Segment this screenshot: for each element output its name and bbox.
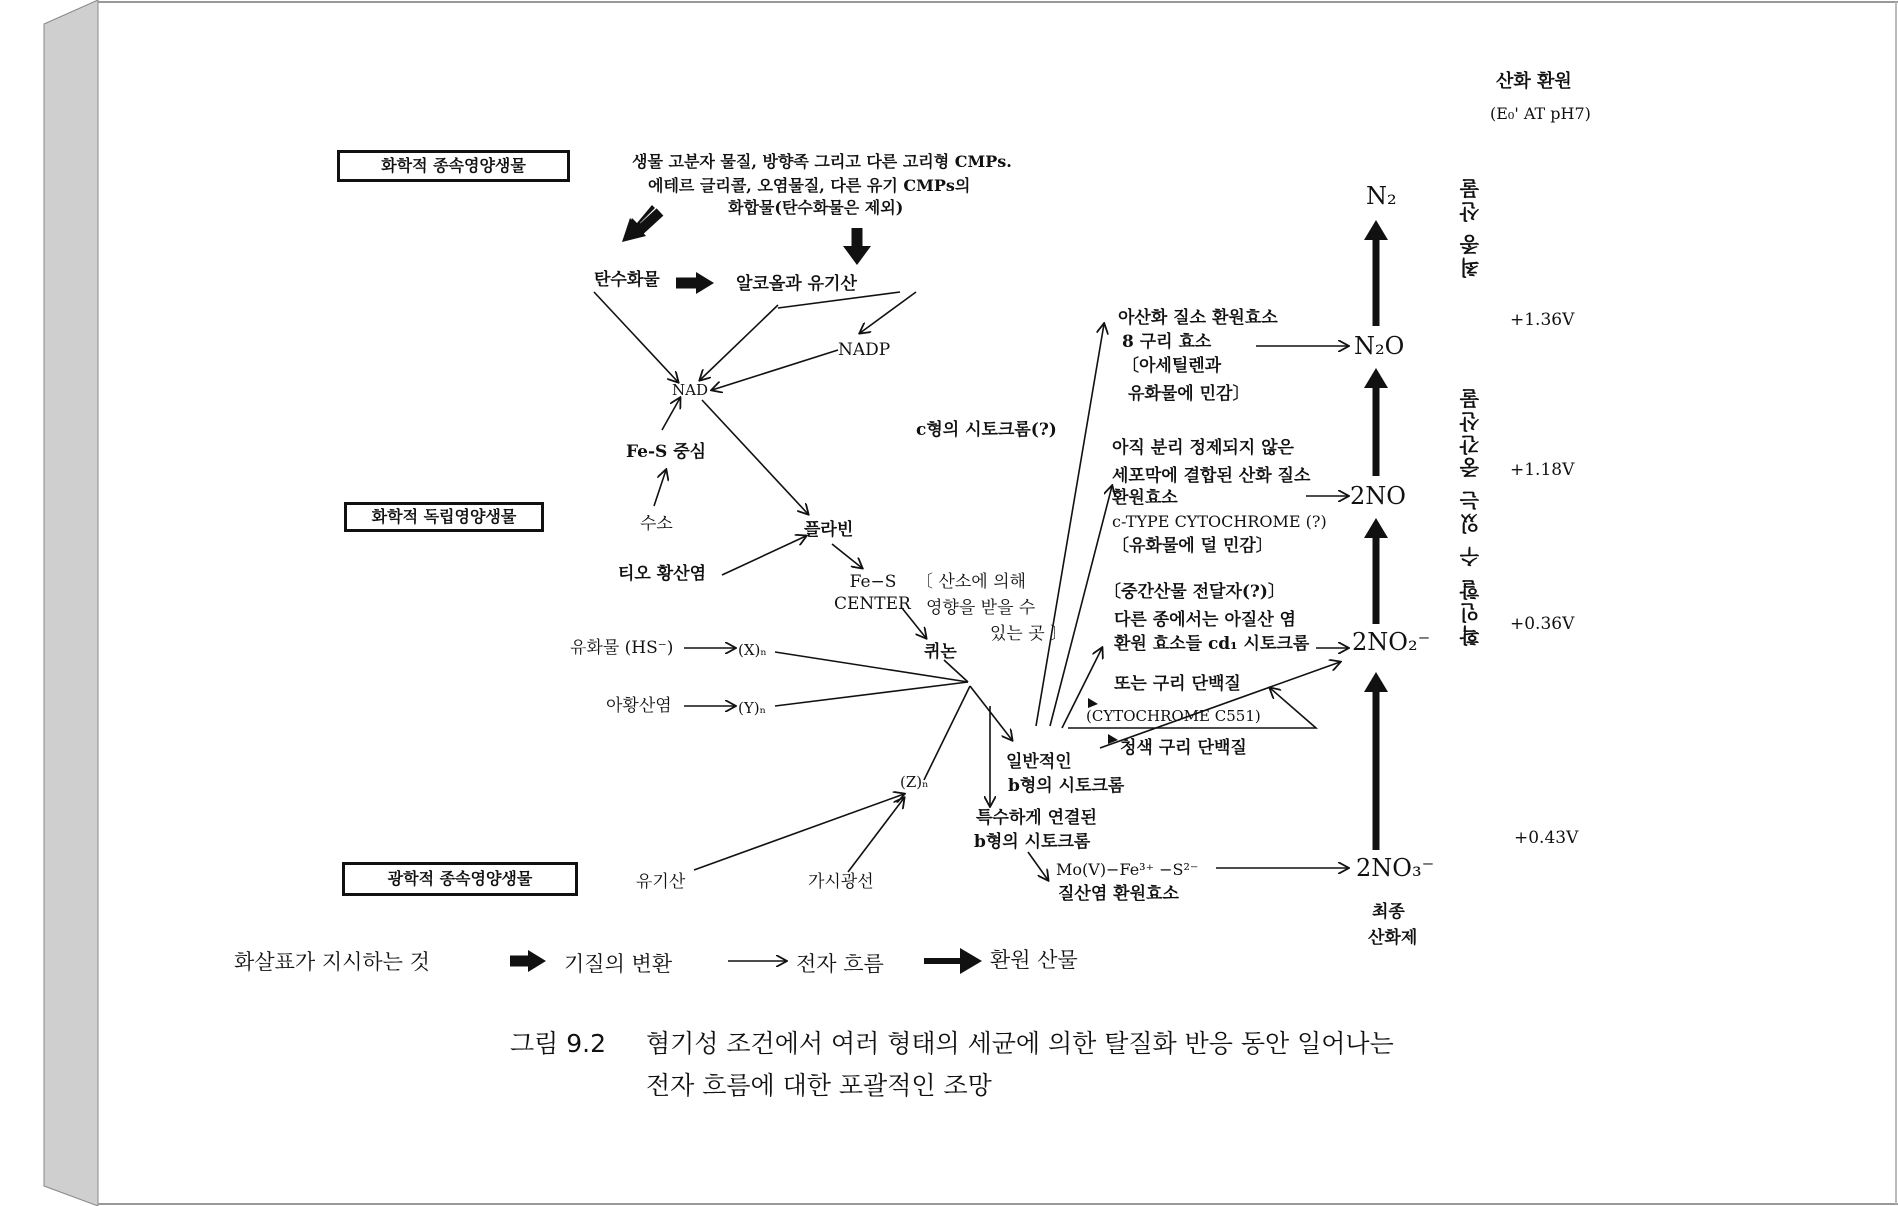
- enzyme-c-cytochrome: c형의 시토크롬(?): [916, 420, 1057, 440]
- product-head-n2: [1364, 220, 1388, 240]
- substrate-top-line2: 에테르 글리콜, 오염물질, 다른 유기 CMPs의: [648, 176, 971, 195]
- caption-line-1: 혐기성 조건에서 여러 형태의 세균에 의한 탈질화 반응 동안 일어나는: [646, 1029, 1394, 1058]
- legend-title: 화살표가 지시하는 것: [234, 950, 430, 974]
- legend-arrow-product-head: [960, 948, 982, 974]
- final-oxidant-2: 산화제: [1368, 928, 1418, 948]
- node-sulfite: 아황산염: [606, 696, 672, 716]
- node-flavin: 플라빈: [804, 520, 854, 540]
- group-photo-hetero: 광학적 종속영양생물: [342, 862, 578, 896]
- legend-item-product: 환원 산물: [990, 948, 1078, 972]
- flow-alcohol-nad: [700, 305, 778, 380]
- product-n2o: N₂O: [1354, 332, 1405, 360]
- flow-nadp-nad: [712, 350, 838, 390]
- node-alcohol-acid: 알코올과 유기산: [736, 274, 857, 294]
- product-no2: 2NO₂⁻: [1352, 628, 1431, 656]
- flow-junction-bcyt: [970, 686, 1012, 740]
- enzyme-no-red-4: c-TYPE CYTOCHROME (?): [1112, 512, 1327, 531]
- enzyme-n2o-red-1: 아산화 질소 환원효소: [1118, 308, 1278, 328]
- node-carbohydrate: 탄수화물: [594, 270, 660, 290]
- enzyme-no-red-2: 세포막에 결합된 산화 질소: [1112, 466, 1311, 486]
- product-n2: N₂: [1366, 182, 1397, 210]
- flow-organic-z: [694, 794, 904, 870]
- carb-to-alcohol-head: [696, 272, 714, 294]
- node-visible-light: 가시광선: [808, 872, 874, 892]
- enzyme-nar-2: 질산염 환원효소: [1058, 884, 1179, 904]
- node-quinone: 퀴논: [924, 642, 957, 662]
- node-fes-center-ko: Fe-S 중심: [626, 442, 707, 462]
- node-nadp: NADP: [838, 340, 891, 360]
- flow-flavin-fes: [832, 544, 862, 568]
- product-no: 2NO: [1350, 482, 1406, 510]
- node-hydrogen: 수소: [640, 514, 673, 534]
- o2-note-2: 영향을 받을 수: [926, 598, 1036, 618]
- vertical-final-product: 최종 산물: [1459, 176, 1483, 278]
- flow-carb-nad: [594, 292, 678, 382]
- substrate-arrow-down-head: [843, 246, 871, 265]
- enzyme-n2o-red-2: 8 구리 효소: [1122, 332, 1212, 352]
- enzyme-blue-copper: 청색 구리 단백질: [1120, 738, 1247, 758]
- final-oxidant-1: 최종: [1372, 902, 1405, 922]
- enzyme-cyt551: (CYTOCHROME C551): [1086, 707, 1261, 725]
- enzyme-nir-4: 또는 구리 단백질: [1114, 674, 1241, 694]
- potential-4: +0.43V: [1514, 828, 1579, 848]
- potential-3: +0.36V: [1510, 614, 1575, 634]
- caption-label: 그림 9.2: [510, 1029, 607, 1058]
- enzyme-no-red-3: 환원효소: [1112, 488, 1178, 508]
- flow-bcyt-nar: [1028, 852, 1048, 880]
- node-fes-1: Fe−S: [849, 572, 897, 592]
- node-thiosulfate: 티오 황산염: [618, 564, 707, 584]
- flow-branch-nadp: [860, 292, 916, 333]
- potential-2: +1.18V: [1510, 460, 1575, 480]
- enzyme-nir-1: 〔중간산물 전달자(?)〕: [1104, 582, 1285, 602]
- enzyme-n2o-red-3: 〔아세틸렌과: [1122, 356, 1222, 376]
- flow-y-junction: [775, 682, 968, 706]
- product-head-no2: [1364, 672, 1388, 692]
- node-fes-2: CENTER: [834, 594, 911, 614]
- node-xn: (X)ₙ: [738, 641, 767, 659]
- enzyme-b-cyt-3: 특수하게 연결된: [976, 808, 1097, 828]
- flow-light-z: [848, 798, 904, 872]
- flow-h2-fes: [654, 470, 666, 506]
- node-yn: (Y)ₙ: [738, 699, 767, 717]
- enzyme-b-cyt-1: 일반적인: [1006, 752, 1072, 772]
- legend-item-substrate: 기질의 변환: [564, 952, 673, 976]
- redox-subtitle: (E₀' AT pH7): [1490, 104, 1591, 123]
- flow-nad-flavin: [702, 400, 808, 514]
- enzyme-b-cyt-2: b형의 시토크롬: [1008, 776, 1125, 796]
- vertical-intermediate: 확인할 수 있는 중간산물: [1459, 386, 1483, 646]
- caption-line-2: 전자 흐름에 대한 포괄적인 조망: [646, 1071, 992, 1100]
- redox-title: 산화 환원: [1496, 71, 1572, 92]
- group-chemo-hetero: 화학적 종속영양생물: [337, 150, 570, 182]
- product-head-no: [1364, 518, 1388, 538]
- flow-thio-flavin: [722, 536, 806, 575]
- flow-z-junction: [924, 686, 970, 780]
- group-chemo-auto: 화학적 독립영양생물: [344, 502, 544, 532]
- legend-item-electron: 전자 흐름: [796, 952, 884, 976]
- enzyme-n2o-red-4: 유화물에 민감〕: [1128, 384, 1250, 404]
- enzyme-nir-2: 다른 종에서는 아질산 염: [1114, 610, 1296, 630]
- node-zn: (Z)ₙ: [900, 773, 929, 791]
- page-spine: [44, 0, 98, 1206]
- flow-fes-nad: [662, 398, 680, 430]
- enzyme-nar-1: Mo(V)−Fe³⁺ −S²⁻: [1056, 860, 1199, 879]
- node-nad: NAD: [672, 381, 708, 399]
- enzyme-b-cyt-4: b형의 시토크롬: [974, 832, 1091, 852]
- enzyme-no-red-5: 〔유화물에 덜 민감〕: [1112, 536, 1273, 556]
- enzyme-nir-3: 환원 효소들 cd₁ 시토크롬: [1114, 634, 1310, 654]
- o2-note-3: 있는 곳 〕: [990, 624, 1068, 644]
- node-sulfide: 유화물 (HS⁻): [570, 638, 674, 658]
- legend-arrow-substrate-head: [528, 950, 546, 972]
- substrate-top-line3: 화합물(탄수화물은 제외): [728, 198, 904, 217]
- enzyme-no-red-1: 아직 분리 정제되지 않은: [1112, 438, 1294, 458]
- potential-1: +1.36V: [1510, 310, 1575, 330]
- substrate-top-line1: 생물 고분자 물질, 방향족 그리고 다른 고리형 CMPs.: [632, 152, 1012, 171]
- product-no3: 2NO₃⁻: [1356, 854, 1435, 882]
- product-head-n2o: [1364, 368, 1388, 388]
- node-organic-acid: 유기산: [636, 872, 686, 892]
- o2-note-1: 〔 산소에 의해: [916, 572, 1026, 592]
